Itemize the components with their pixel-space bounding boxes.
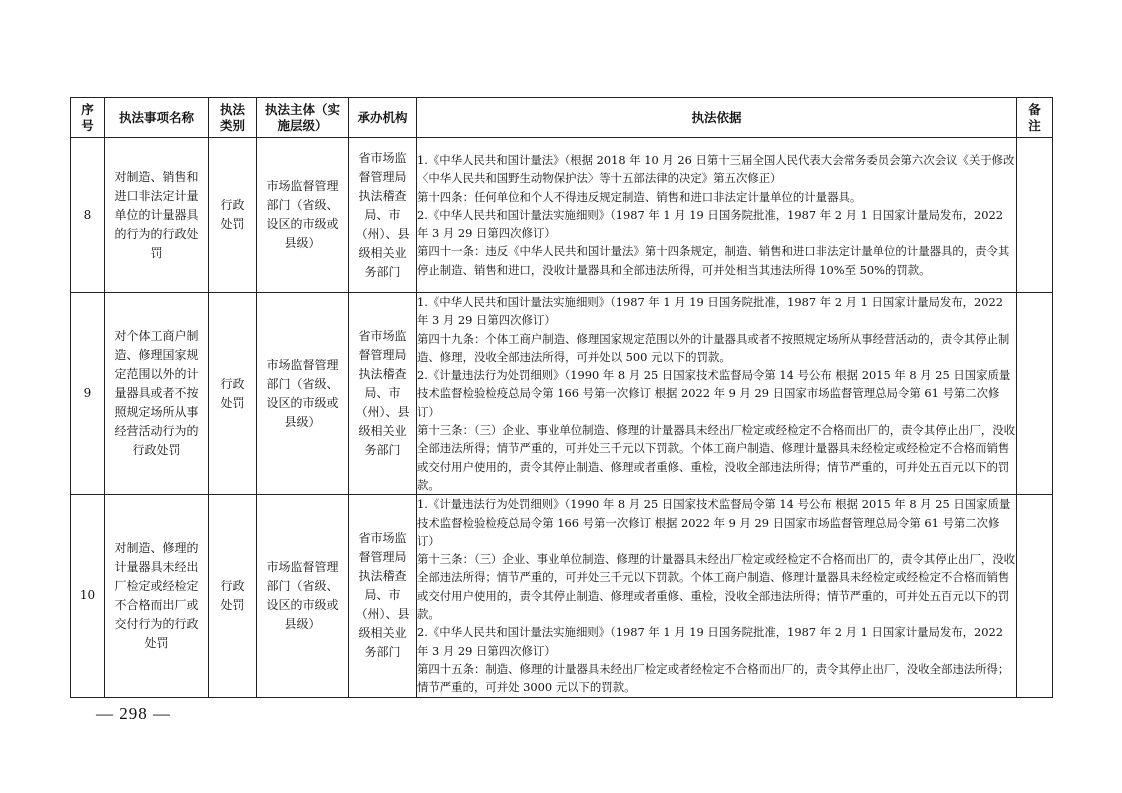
basis-line: 1.《计量违法行为处罚细则》（1990 年 8 月 25 日国家技术监督局令第 14 号公布 根据 2015 年 8 月 25 日国家质量技术监督检验检疫总局令第 166 号第一次修订 根据 2022 年 9 月 29 日国家市场监督管理总局令第 61 号第二次修订） [417,497,1011,548]
row-seq: 9 [71,293,105,495]
basis-line: 1.《中华人民共和国计量法》（根据 2018 年 10 月 26 日第十三届全国人民代表大会常务委员会第六次会议《关于修改〈中华人民共和国野生动物保护法〉等十五部法律的决定》第五次修正） [417,152,1015,186]
header-row [71,98,1053,138]
basis-line: 2.《计量违法行为处罚细则》（1990 年 8 月 25 日国家技术监督局令第 14 号公布 根据 2015 年 8 月 25 日国家质量技术监督检验检疫总局令第 166 号第一次修订 根据 2022 年 9 月 29 日国家市场监督管理总局令第 61 号第二次修订） [417,368,1011,419]
row-seq: 10 [71,495,105,697]
basis-line: 第四十九条：个体工商户制造、修理国家规定范围以外的计量器具或者不按照规定场所从事经营活动的，责令其停止制造、修理，没收全部违法所得，可并处以 500 元以下的罚款。 [417,331,1010,364]
basis-line: 第十四条：任何单位和个人不得违反规定制造、销售和进口非法定计量单位的计量器具。 [417,189,862,204]
header-agency: 承办机构 [349,98,417,138]
row-remark [1017,138,1053,293]
enforcement-table [70,97,1053,698]
basis-line: 2.《中华人民共和国计量法实施细则》（1987 年 1 月 19 日国务院批准，1987 年 2 月 1 日国家计量局发布，2022 年 3 月 29 日第四次修订） [417,207,1004,241]
basis-line: 第十三条：（三）企业、事业单位制造、修理的计量器具未经出厂检定或经检定不合格而出厂的，责令其停止出厂，没收全部违法所得；情节严重的，可并处三千元以下罚款。个体工商户制造、修理计量器具未经检定或经检定不合格而销售或交付用户使用的，责令其停止制造、修理或者重修、重检，没收全部违法所得；情节严重的，可并处五百元以下的罚款。 [417,423,1016,492]
row-item-name: 对制造、修理的计量器具未经出厂检定或经检定不合格而出厂或交付行为的行政处罚 [105,495,209,697]
row-agency: 省市场监督管理局执法稽查局、市（州）、县级相关业务部门 [349,293,417,495]
basis-line: 第四十一条：违反《中华人民共和国计量法》第十四条规定，制造、销售和进口非法定计量单位的计量器具的，责令其停止制造、销售和进口，没收计量器具和全部违法所得，可并处相当其违法所得 10%至 50%的罚款。 [417,244,1010,277]
page-number: — 298 — [96,704,171,723]
row-subject: 市场监督管理部门（省级、设区的市级或县级） [257,293,349,495]
row-category: 行政处罚 [209,138,257,293]
row-category: 行政处罚 [209,495,257,697]
row-seq: 8 [71,138,105,293]
row-basis [417,138,1017,293]
header-name: 执法事项名称 [105,98,209,138]
row-item-name: 对制造、销售和进口非法定计量单位的计量器具的行为的行政处罚 [105,138,209,293]
basis-line: 第十三条：（三）企业、事业单位制造、修理的计量器具未经出厂检定或经检定不合格而出厂的，责令其停止出厂，没收全部违法所得；情节严重的，可并处三千元以下罚款。个体工商户制造、修理计量器具未经检定或经检定不合格而销售或交付用户使用的，责令其停止制造、修理或者重修、重检，没收全部违法所得；情节严重的，可并处五百元以下的罚款。 [417,552,1016,622]
row-remark [1017,293,1053,495]
row-subject: 市场监督管理部门（省级、设区的市级或县级） [257,138,349,293]
table-row [71,293,1053,495]
row-subject: 市场监督管理部门（省级、设区的市级或县级） [257,495,349,697]
header-category: 执法类别 [209,98,257,138]
row-basis [417,495,1017,697]
header-remark: 备注 [1017,98,1053,138]
header-subject: 执法主体（实施层级） [257,98,349,138]
header-seq: 序号 [71,98,105,138]
table-row [71,138,1053,293]
basis-line: 1.《中华人民共和国计量法实施细则》（1987 年 1 月 19 日国务院批准，1987 年 2 月 1 日国家计量局发布，2022 年 3 月 29 日第四次修订） [417,295,1004,328]
header-basis: 执法依据 [417,98,1017,138]
basis-line: 2.《中华人民共和国计量法实施细则》（1987 年 1 月 19 日国务院批准，1987 年 2 月 1 日国家计量局发布，2022 年 3 月 29 日第四次修订） [417,625,1004,658]
row-agency: 省市场监督管理局执法稽查局、市（州）、县级相关业务部门 [349,495,417,697]
table-row [71,495,1053,697]
basis-line: 第四十五条：制造、修理的计量器具未经出厂检定或者经检定不合格而出厂的，责令其停止出厂，没收全部违法所得；情节严重的，可并处 3000 元以下的罚款。 [417,661,1010,695]
row-remark [1017,495,1053,697]
row-agency: 省市场监督管理局执法稽查局、市（州）、县级相关业务部门 [349,138,417,293]
row-item-name: 对个体工商户制造、修理国家规定范围以外的计量器具或者不按照规定场所从事经营活动行为的行政处罚 [105,293,209,495]
row-category: 行政处罚 [209,293,257,495]
row-basis [417,293,1017,495]
